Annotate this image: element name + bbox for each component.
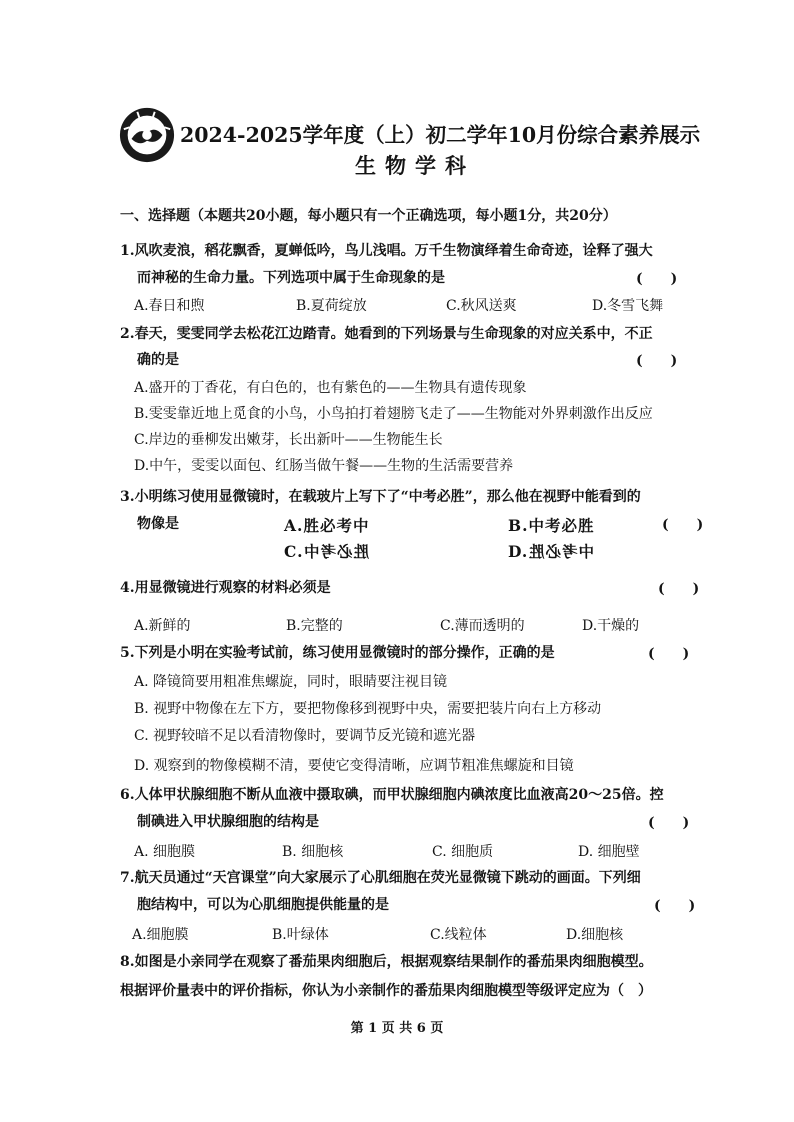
q3-option-c-letter: C. [284, 542, 304, 561]
q1-option-a: A.春日和煦 [134, 298, 205, 314]
q2-option-c: C.岸边的垂柳发出嫩芽，长出新叶——生物能生长 [134, 432, 443, 448]
q3-stem-line2: 物像是 [137, 516, 179, 532]
q6-stem-line2: 制碘进入甲状腺细胞的结构是 [137, 814, 319, 830]
q6-option-b: B. 细胞核 [282, 844, 344, 860]
q7-option-b: B.叶绿体 [272, 927, 329, 943]
q3-answer-paren: ( ) [662, 517, 704, 533]
q7-stem-line1: 7.航天员通过“天宫课堂”向大家展示了心肌细胞在荧光显微镜下跳动的画面。下列细 [120, 870, 641, 886]
q4-option-a: A.新鲜的 [134, 618, 191, 634]
q3-option-b-text: 中考必胜 [528, 516, 595, 535]
q7-option-d: D.细胞核 [566, 927, 624, 943]
exam-title: 2024-2025学年度（上）初二学年10月份综合素养展示 [180, 123, 701, 147]
q3-option-a-letter: A. [284, 516, 304, 535]
q8-stem-line1: 8.如图是小亲同学在观察了番茄果肉细胞后，根据观察结果制作的番茄果肉细胞模型。 [120, 954, 653, 970]
q4-option-d: D.干燥的 [582, 618, 640, 634]
q2-stem-line2: 确的是 [137, 352, 179, 368]
page-footer: 第 1 页 共 6 页 [350, 1021, 444, 1036]
q4-option-c: C.薄而透明的 [440, 618, 525, 634]
q6-option-c: C. 细胞质 [432, 844, 494, 860]
q3-option-d-letter: D. [508, 542, 529, 561]
q7-option-a: A.细胞膜 [132, 927, 189, 943]
q3-option-a [284, 514, 369, 536]
q1-answer-paren: ( ) [636, 271, 678, 287]
q2-option-a: A.盛开的丁香花，有白色的，也有紫色的——生物具有遗传现象 [134, 380, 527, 396]
q7-option-c: C.线粒体 [430, 927, 487, 943]
q2-stem-line1: 2.春天，雯雯同学去松花江边踏青。她看到的下列场景与生命现象的对应关系中，不正 [120, 326, 653, 342]
q1-option-d: D.冬雪飞舞 [592, 298, 664, 314]
q4-option-b: B.完整的 [286, 618, 343, 634]
q3-option-b-letter: B. [508, 516, 529, 535]
q2-answer-paren: ( ) [636, 353, 678, 369]
q3-stem-line1: 3.小明练习使用显微镜时，在载玻片上写下了“中考必胜”，那么他在视野中能看到的 [120, 489, 641, 505]
q7-stem-line2: 胞结构中，可以为心肌细胞提供能量的是 [137, 897, 389, 913]
q8-stem-line2: 根据评价量表中的评价指标，你认为小亲制作的番茄果肉细胞模型等级评定应为（ ） [120, 983, 652, 999]
q6-answer-paren: ( ) [648, 815, 690, 831]
q3-option-c [284, 540, 369, 562]
q5-option-d: D. 观察到的物像模糊不清，要使它变得清晰，应调节粗准焦螺旋和目镜 [134, 758, 574, 774]
q5-answer-paren: ( ) [648, 646, 690, 662]
q2-option-d: D.中午，雯雯以面包、红肠当做午餐——生物的生活需要营养 [134, 458, 514, 474]
q5-option-a: A. 降镜筒要用粗准焦螺旋，同时，眼睛要注视目镜 [134, 674, 448, 690]
q3-option-b [508, 514, 595, 536]
q1-stem-line2: 而神秘的生命力量。下列选项中属于生命现象的是 [137, 270, 445, 286]
q1-option-b: B.夏荷绽放 [296, 298, 367, 314]
q1-option-c: C.秋风送爽 [446, 298, 517, 314]
q6-stem-line1: 6.人体甲状腺细胞不断从血液中摄取碘，而甲状腺细胞内碘浓度比血液高20～25倍。控 [120, 787, 664, 803]
q1-stem-line1: 1.风吹麦浪，稻花飘香，夏蝉低吟，鸟儿浅唱。万千生物演绎着生命奇迹，诠释了强大 [120, 243, 653, 259]
q3-option-d [508, 540, 594, 562]
q5-option-b: B. 视野中物像在左下方，要把物像移到视野中央，需要把装片向右上方移动 [134, 701, 602, 717]
q4-stem: 4.用显微镜进行观察的材料必须是 [120, 580, 331, 596]
section-heading: 一、选择题（本题共20小题，每小题只有一个正确选项，每小题1分，共20分） [120, 208, 617, 224]
exam-subject: 生物学科 [355, 153, 475, 178]
q5-stem: 5.下列是小明在实验考试前，练习使用显微镜时的部分操作，正确的是 [120, 645, 555, 661]
q3-option-d-text: 中考必胜 [528, 542, 595, 561]
q2-option-b: B.雯雯靠近地上觅食的小鸟，小鸟拍打着翅膀飞走了——生物能对外界刺激作出反应 [134, 406, 653, 422]
q3-option-a-text: 胜必考中 [303, 516, 370, 535]
q6-option-d: D. 细胞壁 [578, 844, 640, 860]
q3-option-c-text: 胜必考中 [303, 542, 370, 561]
q5-option-c: C. 视野较暗不足以看清物像时，要调节反光镜和遮光器 [134, 728, 476, 744]
q6-option-a: A. 细胞膜 [134, 844, 196, 860]
q4-answer-paren: ( ) [658, 581, 700, 597]
q7-answer-paren: ( ) [654, 898, 696, 914]
